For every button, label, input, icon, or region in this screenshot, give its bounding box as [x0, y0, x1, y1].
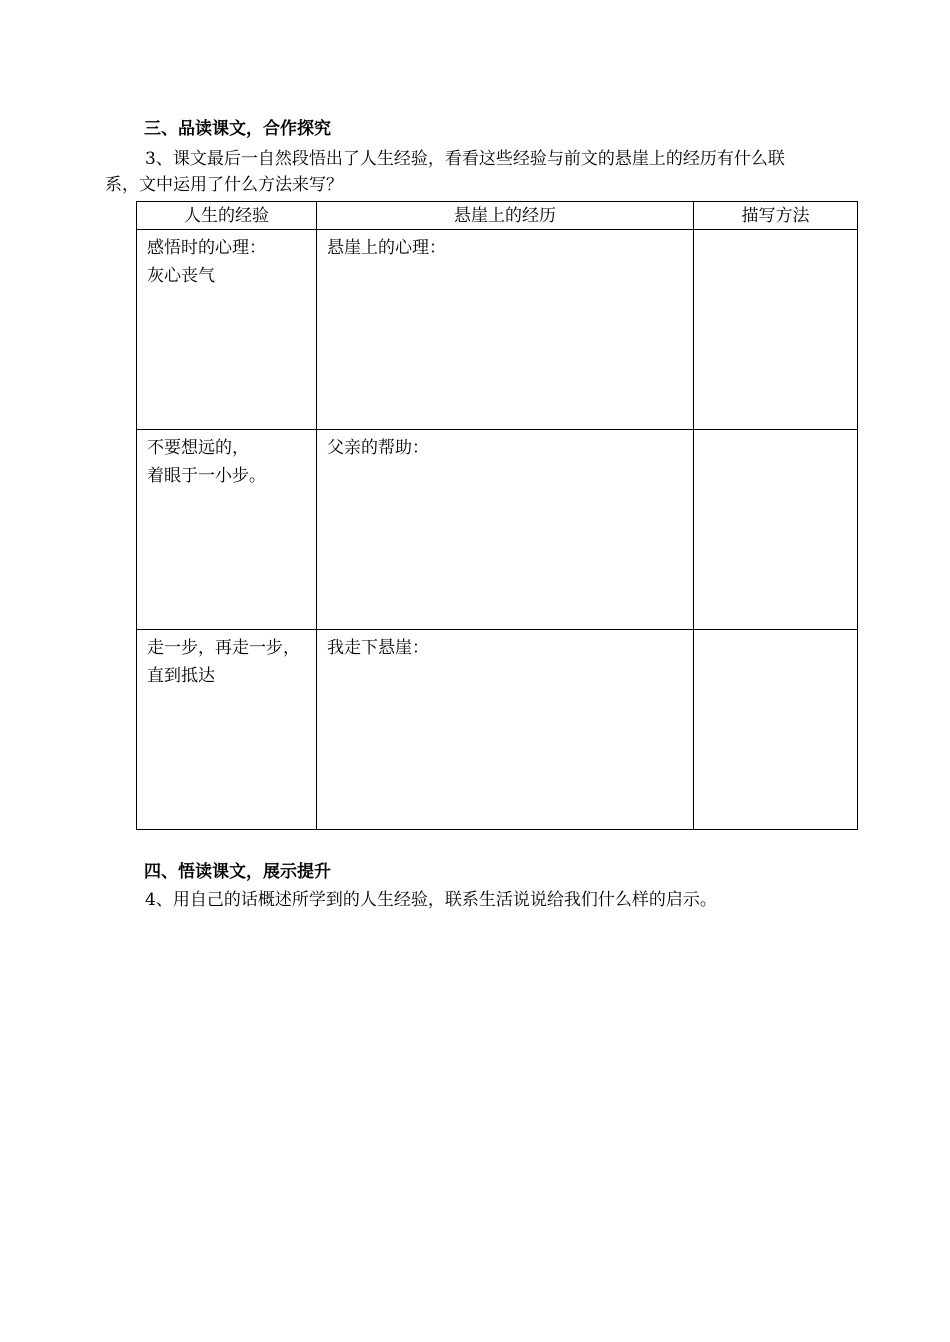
table-row [137, 430, 858, 630]
experience-comparison-table [136, 201, 858, 830]
experience-line: 不要想远的， [147, 438, 249, 458]
section-3-question [0, 0, 950, 200]
experience-line: 着眼于一小步。 [147, 466, 266, 486]
question-3-line-1: 3、课文最后一自然段悟出了人生经验，看看这些经验与前文的悬崖上的经历有什么联 [145, 149, 785, 169]
table-row [137, 230, 858, 430]
header-writing-method: 描写方法 [694, 202, 858, 230]
experience-line: 感悟时的心理： [147, 238, 266, 258]
life-experience-cell [137, 430, 317, 630]
header-cliff-experience: 悬崖上的经历 [317, 202, 694, 230]
table-row [137, 630, 858, 830]
cliff-experience-cell[interactable] [317, 230, 694, 430]
cliff-prompt: 我走下悬崖： [327, 638, 429, 658]
experience-line: 直到抵达 [147, 666, 215, 686]
section-4-heading: 四、悟读课文，展示提升 [144, 862, 331, 882]
section-4-question: 4、用自己的话概述所学到的人生经验，联系生活说说给我们什么样的启示。 [145, 890, 717, 910]
experience-line: 灰心丧气 [147, 266, 215, 286]
header-life-experience: 人生的经验 [137, 202, 317, 230]
cliff-experience-cell[interactable] [317, 630, 694, 830]
table-header-row [137, 202, 858, 230]
section-3-heading: 三、品读课文，合作探究 [144, 119, 331, 139]
writing-method-cell[interactable] [694, 630, 858, 830]
writing-method-cell[interactable] [694, 230, 858, 430]
writing-method-cell[interactable] [694, 430, 858, 630]
life-experience-cell [137, 230, 317, 430]
experience-line: 走一步，再走一步， [147, 638, 300, 658]
cliff-prompt: 父亲的帮助： [327, 438, 429, 458]
cliff-prompt: 悬崖上的心理： [327, 238, 446, 258]
question-3-line-2: 系，文中运用了什么方法来写？ [105, 175, 343, 195]
life-experience-cell [137, 630, 317, 830]
cliff-experience-cell[interactable] [317, 430, 694, 630]
